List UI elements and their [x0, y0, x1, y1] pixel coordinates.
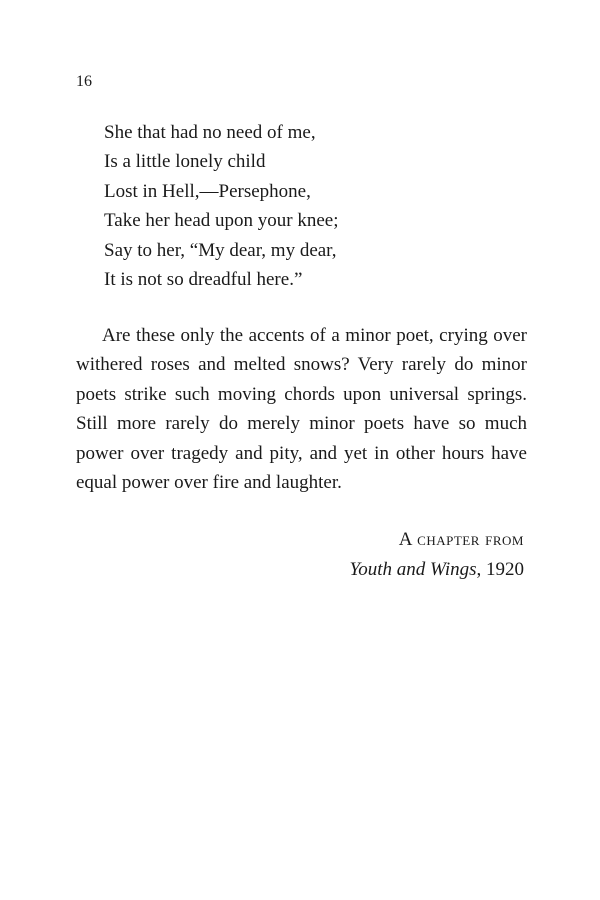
prose-paragraph: Are these only the accents of a minor poet, crying over withered roses and melted snows? Very rarely do minor poets strike such moving chords upon universal springs. Still more rarely do merely minor poets have so much power over tragedy and pity, and yet in other hours have equal power over fire and laughter.: [76, 325, 527, 494]
attribution-citation: [349, 555, 524, 585]
poem-line: Is a little lonely child: [104, 151, 266, 173]
poem-line: Say to her, “My dear, my dear,: [104, 239, 337, 261]
poem-line: It is not so dreadful here.”: [104, 269, 303, 291]
poem-stanza: [104, 118, 339, 294]
attribution-source-label: A chapter from: [398, 529, 524, 550]
poem-line: Take her head upon your knee;: [104, 210, 339, 232]
publication-year: , 1920: [476, 559, 524, 580]
poem-line: She that had no need of me,: [104, 122, 316, 143]
attribution: [349, 525, 524, 585]
poem-line: Lost in Hell,—Persephone,: [104, 180, 311, 202]
page-number: 16: [76, 73, 92, 90]
book-title: Youth and Wings: [349, 559, 477, 580]
